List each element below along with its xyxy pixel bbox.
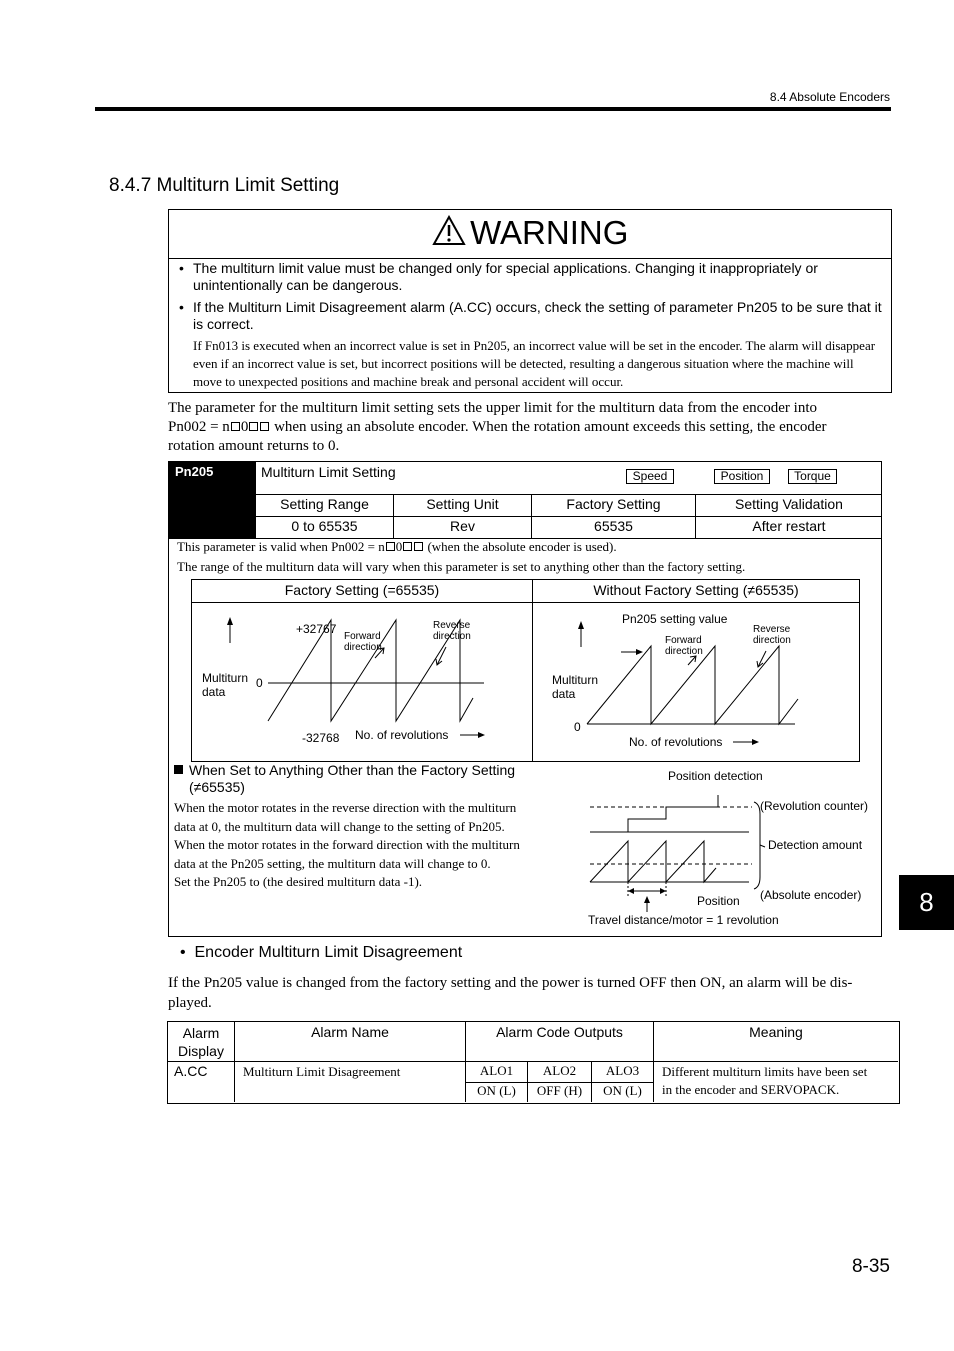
custom-setting-diagram [533,603,859,761]
intro-text: Pn002 = n [168,419,230,435]
warning-bullet-1: The multiturn limit value must be changed only for special applications. Changing it inappropriately or unintentionally can be dangerous. [193,260,818,293]
value-setting-range: 0 to 65535 [291,518,358,534]
h-alarm-display [168,1024,234,1060]
right-forward-1: Forward [665,635,702,646]
warning-divider [169,258,891,259]
right-forward-2: direction [665,646,703,657]
left-reverse-2: direction [433,631,471,642]
pos-abs-encoder: (Absolute encoder) [760,888,862,902]
mode-position-badge: Position [714,469,770,484]
pos-travel: Travel distance/motor = 1 revolution [588,913,779,927]
diagram-right-header: Without Factory Setting (≠65535) [593,582,799,598]
intro-text: when using an absolute encoder. When the rotation amount exceeds this setting, the encoder [270,419,827,435]
chapter-tab: 8 [899,875,954,930]
position-detection-diagram [584,762,881,936]
mode-torque-badge: Torque [788,469,837,484]
meaning-line: in the encoder and SERVOPACK. [662,1082,840,1097]
alo3-label: ALO3 [605,1063,640,1078]
warning-bullet-2: If the Multiturn Limit Disagreement alarm (A.CC) occurs, check the setting of parameter Pn205 to be sure that it is correct. [193,299,882,332]
left-yzero: 0 [256,676,263,690]
header-setting-unit: Setting Unit [426,496,499,512]
other-setting-heading-2: (≠65535) [189,779,245,795]
other-setting-line: When the motor rotates in the reverse direction with the multiturn [174,800,517,815]
right-ylabel-1: Multiturn [552,673,599,687]
alo1-value: ON (L) [477,1083,516,1098]
square-bullet-icon [174,765,183,774]
bullet-text: Encoder Multiturn Limit Disagreement [194,944,463,961]
alo2-value: OFF (H) [536,1083,583,1098]
disagreement-line-1: If the Pn205 value is changed from the factory setting and the power is turned OFF then ON, an alarm will be dis- [168,975,853,991]
other-setting-heading-1 [174,762,554,779]
right-yzero: 0 [574,720,581,734]
param-note-1 [177,539,617,555]
other-setting-text [174,799,574,892]
warning-box [168,209,892,393]
warning-bullet-dot-1: • [179,260,184,276]
left-ybottom: -32768 [302,731,340,745]
note-text: (when the absolute encoder is used). [424,539,617,554]
meaning-line: Different multiturn limits have been set [662,1064,868,1079]
mode-speed-badge: Speed [626,469,674,484]
right-reverse-1: Reverse [753,624,791,635]
h-text: Alarm [182,1025,220,1041]
alarm-display-value: A.CC [174,1063,208,1079]
diagram-frame [191,579,860,762]
intro-text: 0 [240,419,249,435]
intro-line-1: The parameter for the multiturn limit setting sets the upper limit for the multiturn data from the encoder into [168,400,817,416]
param-id: Pn205 [175,464,214,479]
intro-line-3: rotation amount returns to 0. [168,438,340,454]
warning-header [169,214,891,252]
h-alarm-name: Alarm Name [311,1024,389,1040]
disagreement-line-2: played. [168,995,212,1011]
note-text: This parameter is valid when Pn002 = n [177,539,385,554]
placeholder-square-icon [249,422,258,431]
placeholder-square-icon [386,542,395,551]
bullet-dot: • [180,944,186,961]
header-rule [95,107,891,111]
note-text: 0 [395,539,403,554]
alarm-name-value: Multiturn Limit Disagreement [243,1064,401,1079]
h-text: Display [178,1043,224,1059]
left-ylabel-1: Multiturn [202,671,249,685]
intro-line-2 [168,418,892,437]
pos-position: Position [697,894,740,908]
warning-title: WARNING [470,214,629,251]
alo1-label: ALO1 [479,1063,514,1078]
alo2-label: ALO2 [542,1063,577,1078]
left-reverse-1: Reverse [433,620,471,631]
pos-rev-counter: (Revolution counter) [760,799,869,813]
parameter-box [168,461,882,937]
section-title: 8.4.7 Multiturn Limit Setting [109,175,340,196]
right-xlabel: No. of revolutions [629,735,723,749]
alo3-value: ON (L) [603,1083,642,1098]
placeholder-square-icon [260,422,269,431]
value-setting-unit: Rev [450,518,475,534]
param-note-2: The range of the multiturn data will vary when this parameter is set to anything other than the factory setting. [177,559,746,574]
placeholder-square-icon [403,542,412,551]
alarm-meaning-value [662,1063,898,1099]
placeholder-square-icon [414,542,423,551]
h-alarm-outputs: Alarm Code Outputs [496,1024,623,1040]
placeholder-square-icon [231,422,240,431]
running-header: 8.4 Absolute Encoders [769,90,890,104]
diagram-left-header: Factory Setting (=65535) [284,582,440,598]
warning-note: If Fn013 is executed when an incorrect value is set in Pn205, an incorrect value will be set in the encoder. The alarm will disappear even if an incorrect value is set, but incorrect positions will be detected, resulting a dangerous situation where the machine will move to unexpected positions and machine break and personal accident will occur. [193,338,876,389]
value-factory-setting: 65535 [594,518,633,534]
header-setting-validation: Setting Validation [735,496,843,512]
header-setting-range: Setting Range [280,496,369,512]
value-setting-validation: After restart [752,518,826,534]
right-ylabel-2: data [552,687,576,701]
row-line [168,1061,898,1062]
left-ylabel-2: data [202,685,226,699]
right-reverse-2: direction [753,635,791,646]
other-setting-line: Set the Pn205 to (the desired multiturn data -1). [174,874,423,889]
pos-title: Position detection [668,769,763,783]
alarm-table [167,1021,900,1104]
other-setting-heading [174,762,554,796]
disagreement-bullet [180,944,462,962]
disagreement-paragraph [168,973,898,1013]
warning-bullet-dot-2: • [179,299,184,315]
other-setting-line: data at 0, the multiturn data will change to the setting of Pn205. [174,818,505,834]
h-meaning: Meaning [749,1024,803,1040]
right-setting-value: Pn205 setting value [622,612,728,626]
header-factory-setting: Factory Setting [566,496,661,512]
page-number: 8-35 [851,1256,890,1277]
intro-paragraph [168,399,892,456]
row-line [255,494,881,495]
warning-triangle-icon [432,215,466,247]
row-line [255,516,881,517]
left-ytop: +32767 [296,622,337,636]
factory-setting-diagram [192,603,532,761]
heading-text: When Set to Anything Other than the Factory Setting [189,762,516,778]
left-forward-2: direction [344,642,382,653]
other-setting-line: When the motor rotates in the forward direction with the multiturn [174,837,520,852]
other-setting-line: data at the Pn205 setting, the multiturn data will change to 0. [174,855,491,871]
left-xlabel: No. of revolutions [355,728,449,742]
param-name: Multiturn Limit Setting [261,464,396,480]
left-forward-1: Forward [344,631,381,642]
pos-detection: Detection amount [768,838,863,852]
